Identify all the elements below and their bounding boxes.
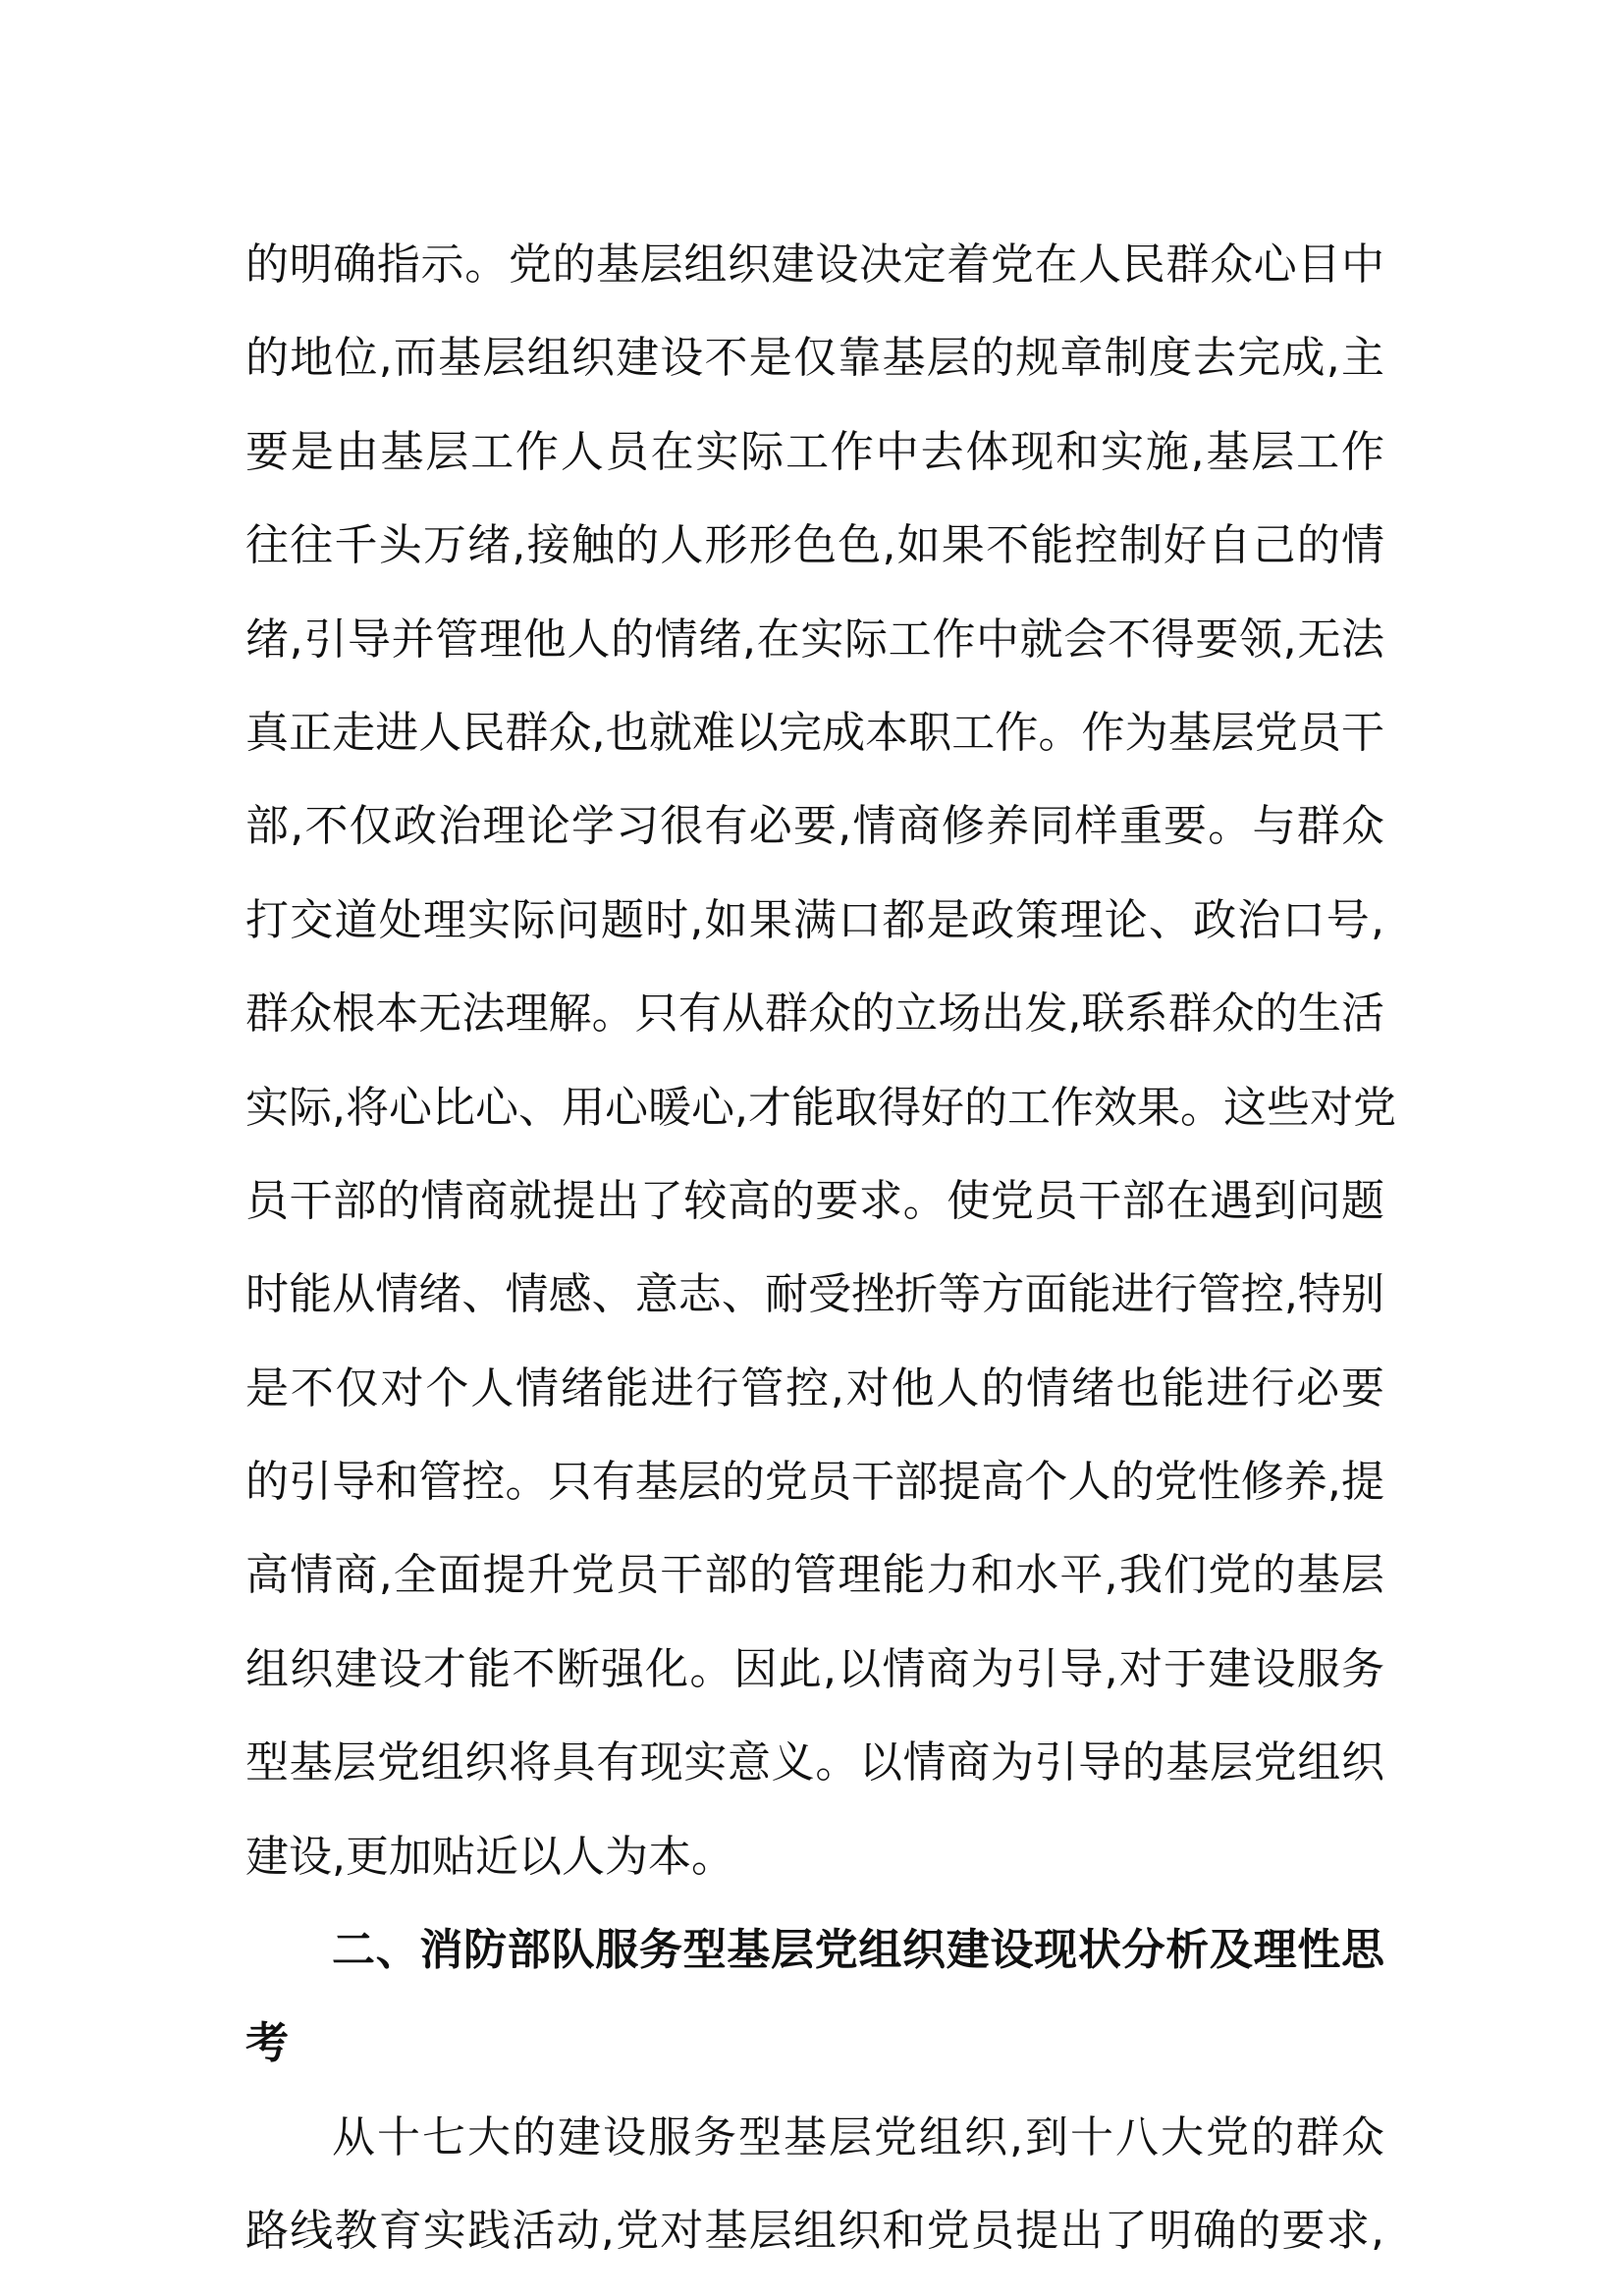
text-line: 员干部的情商就提出了较高的要求。使党员干部在遇到问题 bbox=[245, 1175, 1384, 1226]
text-line: 往往千头万绪,接触的人形形色色,如果不能控制好自己的情 bbox=[245, 520, 1384, 571]
text-line: 绪,引导并管理他人的情绪,在实际工作中就会不得要领,无法 bbox=[245, 614, 1384, 665]
heading-line: 考 bbox=[245, 2018, 289, 2069]
text-line: 时能从情绪、情感、意志、耐受挫折等方面能进行管控,特别 bbox=[245, 1269, 1384, 1320]
text-line: 打交道处理实际问题时,如果满口都是政策理论、政治口号, bbox=[245, 894, 1384, 945]
text-line: 路线教育实践活动,党对基层组织和党员提出了明确的要求, bbox=[245, 2206, 1384, 2257]
paragraph-2 bbox=[245, 2091, 1384, 2278]
paragraph-1 bbox=[245, 218, 1396, 1903]
text-line: 的明确指示。党的基层组织建设决定着党在人民群众心目中 bbox=[245, 240, 1384, 290]
text-line: 群众根本无法理解。只有从群众的立场出发,联系群众的生活 bbox=[245, 988, 1384, 1040]
document-body bbox=[245, 218, 1396, 2278]
text-line: 部,不仅政治理论学习很有必要,情商修养同样重要。与群众 bbox=[245, 801, 1384, 852]
text-line: 的引导和管控。只有基层的党员干部提高个人的党性修养,提 bbox=[245, 1457, 1384, 1508]
heading-line: 二、消防部队服务型基层党组织建设现状分析及理性思 bbox=[332, 1925, 1384, 1976]
text-line: 从十七大的建设服务型基层党组织,到十八大党的群众 bbox=[332, 2111, 1384, 2163]
text-line: 要是由基层工作人员在实际工作中去体现和实施,基层工作 bbox=[245, 426, 1384, 477]
text-line: 真正走进人民群众,也就难以完成本职工作。作为基层党员干 bbox=[245, 707, 1384, 758]
text-line: 高情商,全面提升党员干部的管理能力和水平,我们党的基层 bbox=[245, 1550, 1384, 1601]
text-line: 型基层党组织将具有现实意义。以情商为引导的基层党组织 bbox=[245, 1737, 1384, 1789]
text-line: 组织建设才能不断强化。因此,以情商为引导,对于建设服务 bbox=[245, 1643, 1384, 1694]
text-line: 的地位,而基层组织建设不是仅靠基层的规章制度去完成,主 bbox=[245, 333, 1384, 384]
text-line: 是不仅对个人情绪能进行管控,对他人的情绪也能进行必要 bbox=[245, 1362, 1384, 1414]
section-heading bbox=[245, 1903, 1384, 2091]
text-line: 实际,将心比心、用心暖心,才能取得好的工作效果。这些对党 bbox=[245, 1082, 1396, 1133]
text-line: 建设,更加贴近以人为本。 bbox=[245, 1831, 734, 1882]
